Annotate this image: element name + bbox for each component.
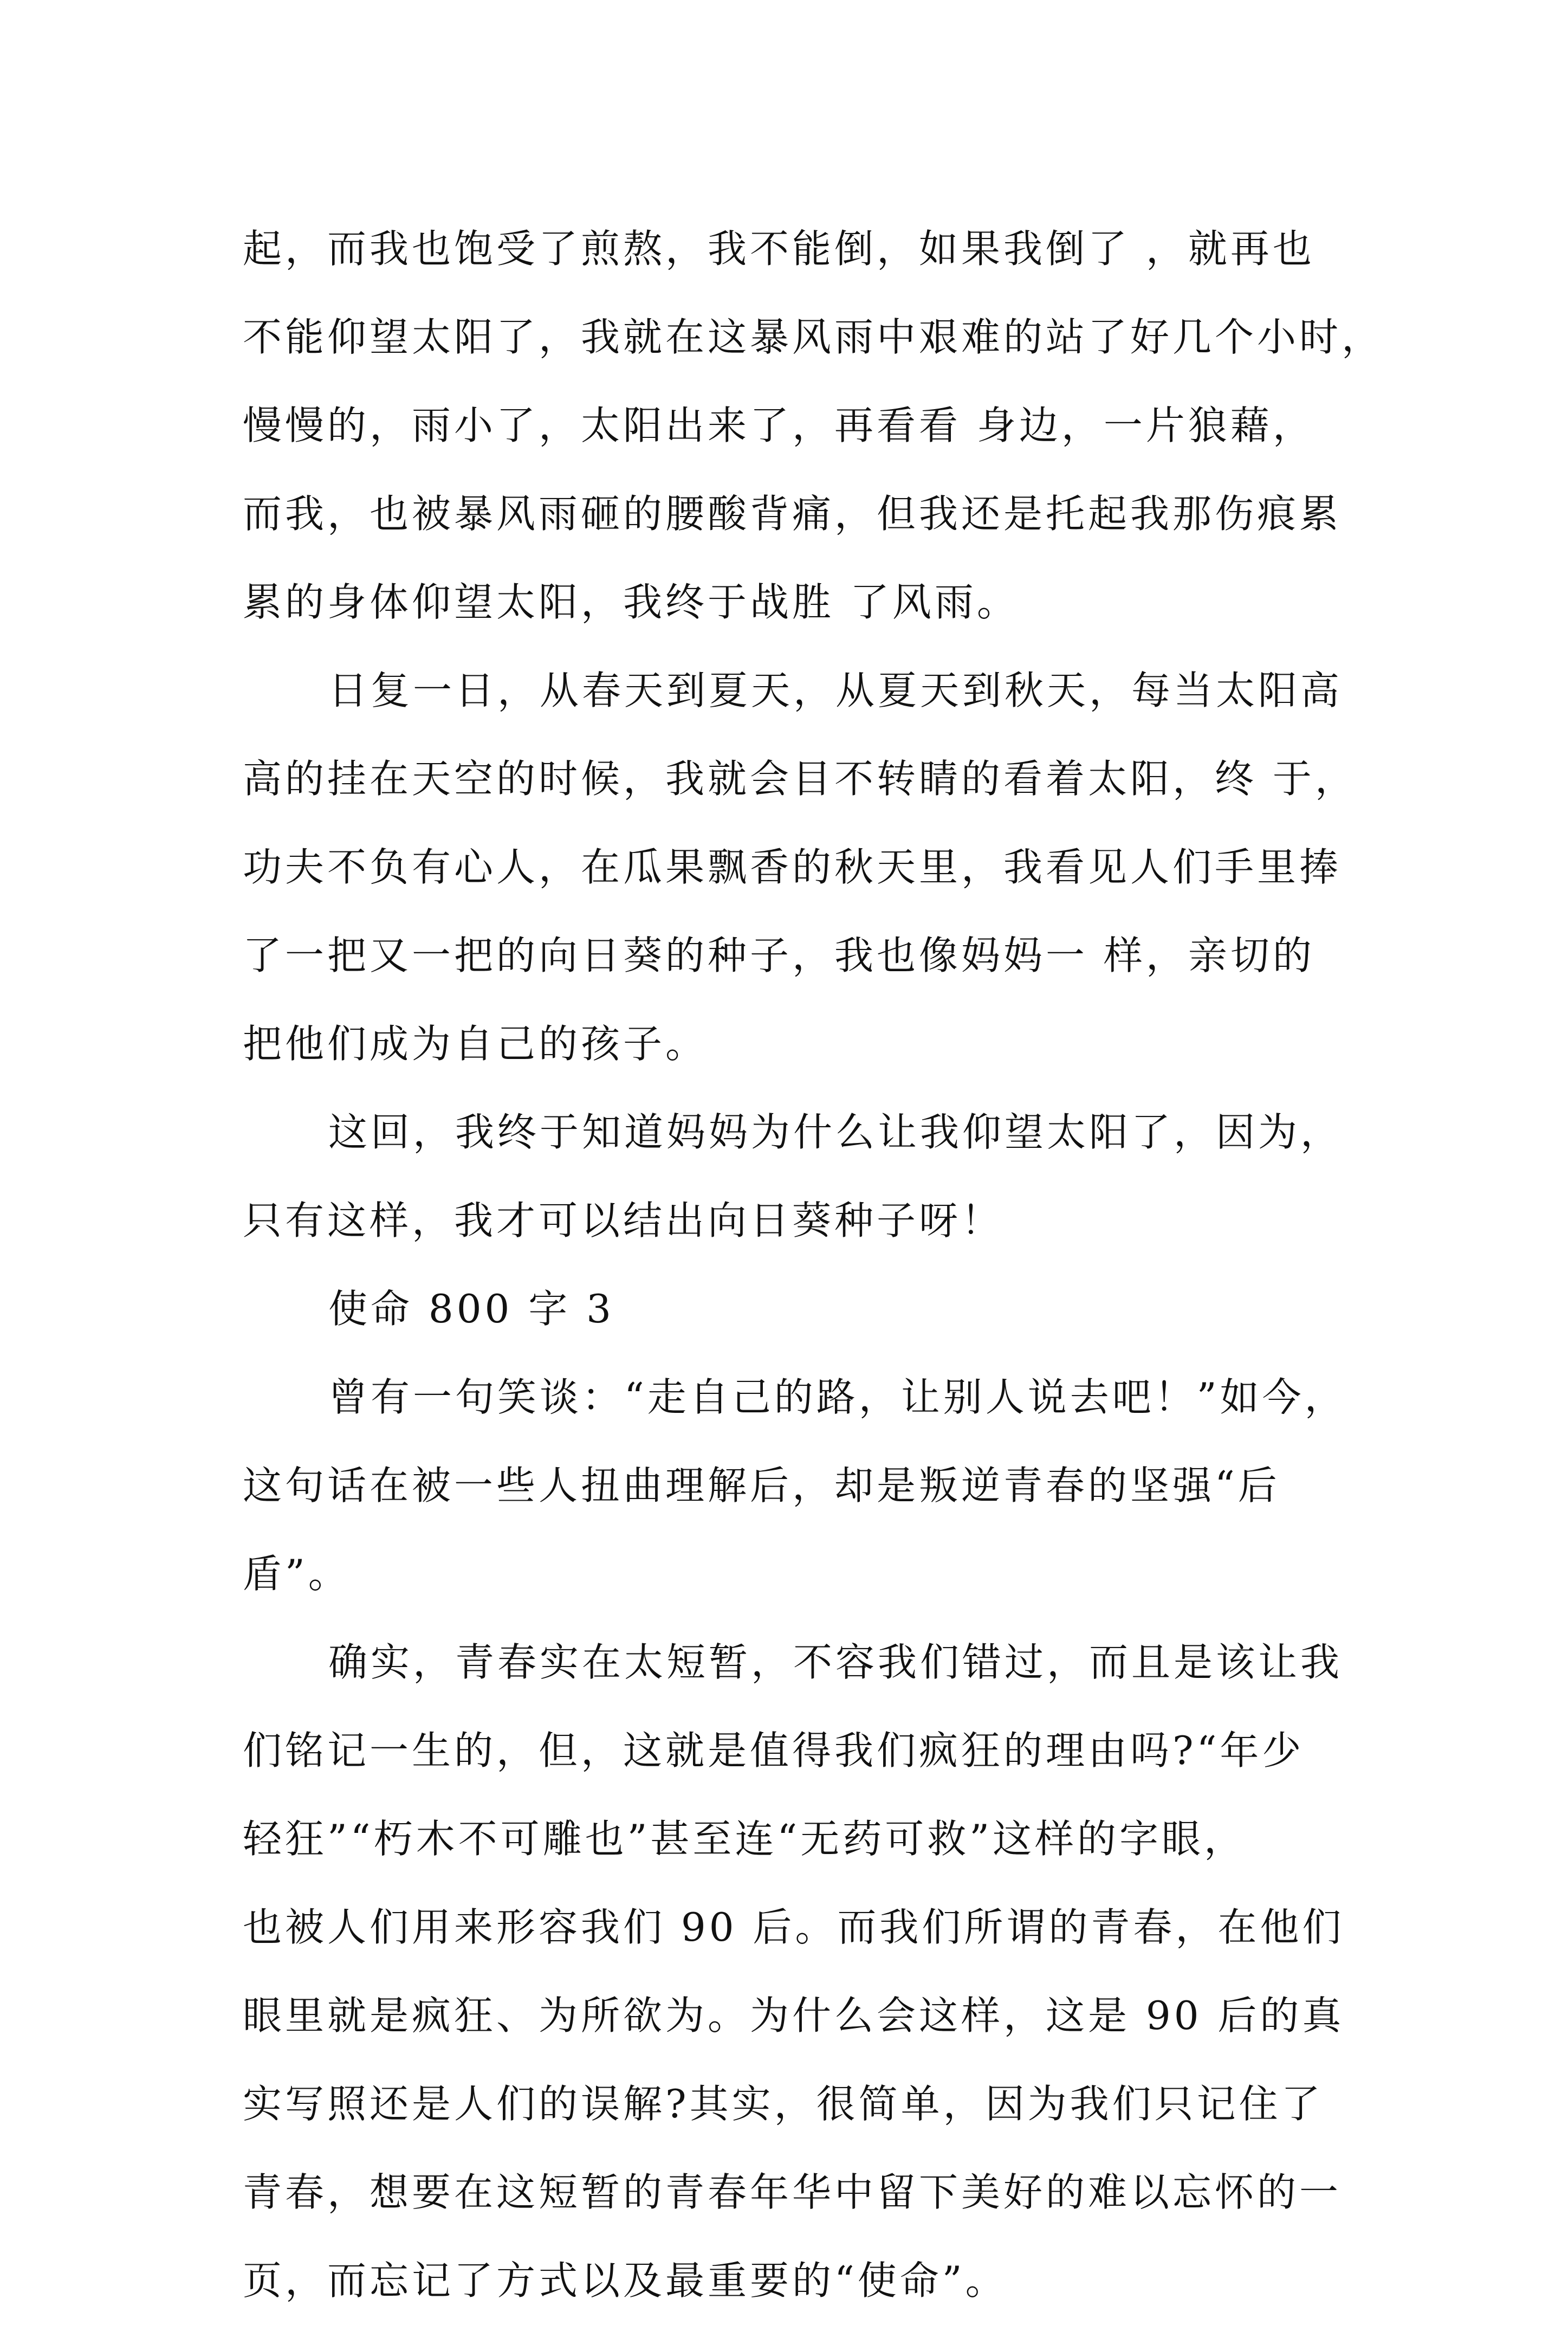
text-line: 盾”。 bbox=[243, 1551, 351, 1597]
text-line: 轻狂”“朽木不可雕也”甚至连“无药可救”这样的字眼， bbox=[243, 1816, 1247, 1862]
text-line: 功夫不负有心人，在瓜果飘香的秋天里，我看见人们手里捧 bbox=[243, 844, 1342, 890]
text-line: 页，而忘记了方式以及最重要的“使命”。 bbox=[243, 2258, 1008, 2303]
section-heading: 使命 800 字 3 bbox=[328, 1286, 614, 1332]
text-line: 起，而我也饱受了煎熬，我不能倒，如果我倒了 ，就再也 bbox=[243, 226, 1315, 272]
text-line: 眼里就是疯狂、为所欲为。为什么会这样，这是 90 后的真 bbox=[243, 1993, 1345, 2038]
paragraph-first-line: 曾有一句笑谈：“走自己的路，让别人说去吧！”如今， bbox=[328, 1374, 1347, 1420]
paragraph-first-line: 确实，青春实在太短暂，不容我们错过，而且是该让我 bbox=[328, 1639, 1343, 1685]
text-line: 把他们成为自己的孩子。 bbox=[243, 1021, 708, 1067]
text-line: 这句话在被一些人扭曲理解后，却是叛逆青春的坚强“后 bbox=[243, 1463, 1280, 1508]
document-body bbox=[243, 205, 1384, 2325]
paragraph-first-line: 这回，我终于知道妈妈为什么让我仰望太阳了，因为， bbox=[328, 1109, 1343, 1155]
text-line: 而我，也被暴风雨砸的腰酸背痛，但我还是托起我那伤痕累 bbox=[243, 491, 1342, 537]
paragraph-first-line: 日复一日，从春天到夏天，从夏天到秋天，每当太阳高 bbox=[328, 668, 1343, 713]
text-line: 青春，想要在这短暂的青春年华中留下美好的难以忘怀的一 bbox=[243, 2169, 1342, 2215]
text-line: 也被人们用来形容我们 90 后。而我们所谓的青春，在他们 bbox=[243, 1904, 1345, 1950]
text-line: 只有这样，我才可以结出向日葵种子呀！ bbox=[243, 1198, 1004, 1243]
text-line: 们铭记一生的，但，这就是值得我们疯狂的理由吗?“年少 bbox=[243, 1728, 1305, 1773]
text-line: 了一把又一把的向日葵的种子，我也像妈妈一 样，亲切的 bbox=[243, 933, 1315, 978]
text-line: 实写照还是人们的误解?其实，很简单，因为我们只记住了 bbox=[243, 2081, 1324, 2127]
text-line: 不能仰望太阳了，我就在这暴风雨中艰难的站了好几个小时， bbox=[243, 314, 1384, 360]
text-line: 慢慢的，雨小了，太阳出来了，再看看 身边，一片狼藉， bbox=[243, 403, 1315, 448]
text-line: 累的身体仰望太阳，我终于战胜 了风雨。 bbox=[243, 579, 1019, 625]
text-line: 高的挂在天空的时候，我就会目不转睛的看着太阳，终 于， bbox=[243, 756, 1357, 802]
